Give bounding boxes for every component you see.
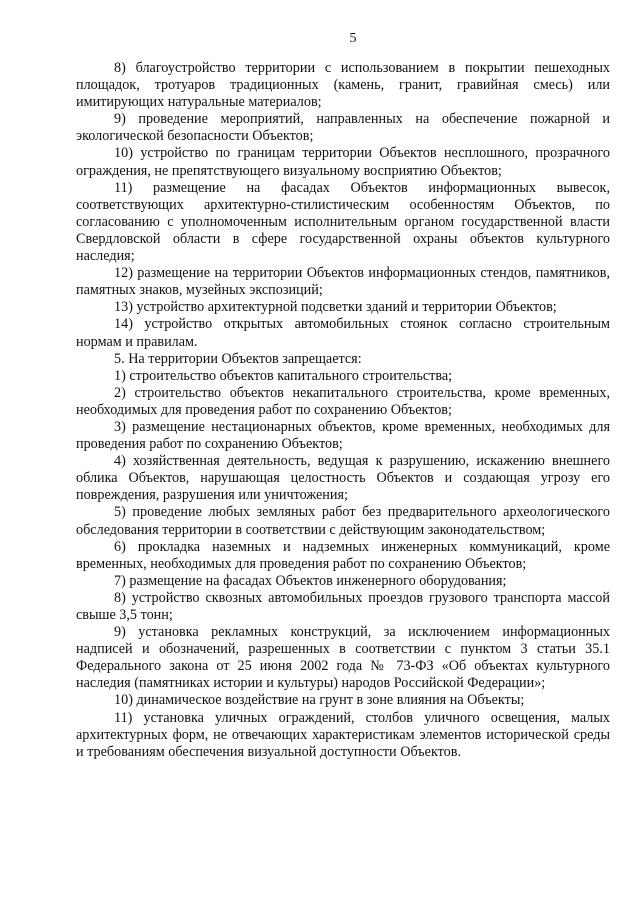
paragraph-item-13: 13) устройство архитектурной подсветки зданий и территории Объектов; [114,299,557,316]
prohibition-item-1: 1) строительство объектов капитального строительства; [114,367,453,384]
paragraph-item-8: 8) благоустройство территории с использованием в покрытии пешеходных площадок, тротуаров традиционных (камень, гранит, гравийная смесь) или имитирующих натуральные материалов; [76,60,610,111]
prohibition-item-6: 6) прокладка наземных и надземных инженерных коммуникаций, кроме временных, необходимых для проведения работ по сохранению Объектов; [76,538,610,572]
section-5-heading: 5. На территории Объектов запрещается: [114,350,362,367]
prohibition-item-10: 10) динамическое воздействие на грунт в зоне влияния на Объекты; [114,692,525,709]
prohibition-item-7: 7) размещение на фасадах Объектов инженерного оборудования; [114,572,507,589]
page-number: 5 [349,31,357,46]
prohibition-item-3: 3) размещение нестационарных объектов, кроме временных, необходимых для проведения работ по сохранению Объектов; [76,418,610,453]
prohibition-item-4: 4) хозяйственная деятельность, ведущая к разрушению, искажению внешнего облика Объектов, нарушающая целостность Объектов и создающая угрозу его повреждения, разрушения или уничтожения; [76,453,610,504]
paragraph-item-9: 9) проведение мероприятий, направленных на обеспечение пожарной и экологической безопасности Объектов; [76,111,610,145]
prohibition-item-11: 11) установка уличных ограждений, столбов уличного освещения, малых архитектурных форм, не отвечающих характеристикам элементов исторической среды и требованиям обеспечения визуальной доступности Объектов. [76,709,610,760]
prohibition-item-8: 8) устройство сквозных автомобильных проездов грузового транспорта массой свыше 3,5 тонн; [76,589,610,623]
paragraph-item-10: 10) устройство по границам территории Объектов несплошного, прозрачного ограждения, не препятствующего визуальному восприятию Объектов; [76,145,610,179]
paragraph-item-12: 12) размещение на территории Объектов информационных стендов, памятников, памятных знаков, музейных экспозиций; [76,265,610,299]
paragraph-item-11: 11) размещение на фасадах Объектов информационных вывесок, соответствующих архитектурно-стилистическим особенностям Объектов, по согласованию с уполномоченным исполнительным органом государственной власти Свердловской области в сфере государственной охраны объектов культурного наследия; [76,179,610,265]
prohibition-item-9: 9) установка рекламных конструкций, за исключением информационных надписей и обозначений, разрешенных в соответствии с пунктом 3 статьи 35.1 Федерального закона от 25 июня 2002 года № 73-ФЗ «Об объектах культурного наследия (памятниках истории и культуры) народов Российской Федерации»; [76,624,610,692]
prohibition-item-5: 5) проведение любых земляных работ без предварительного археологического обследования территории в соответствии с действующим законодательством; [76,504,610,538]
paragraph-item-14: 14) устройство открытых автомобильных стоянок согласно строительным нормам и правилам. [76,316,610,350]
prohibition-item-2: 2) строительство объектов некапитального строительства, кроме временных, необходимых для проведения работ по сохранению Объектов; [76,384,610,418]
